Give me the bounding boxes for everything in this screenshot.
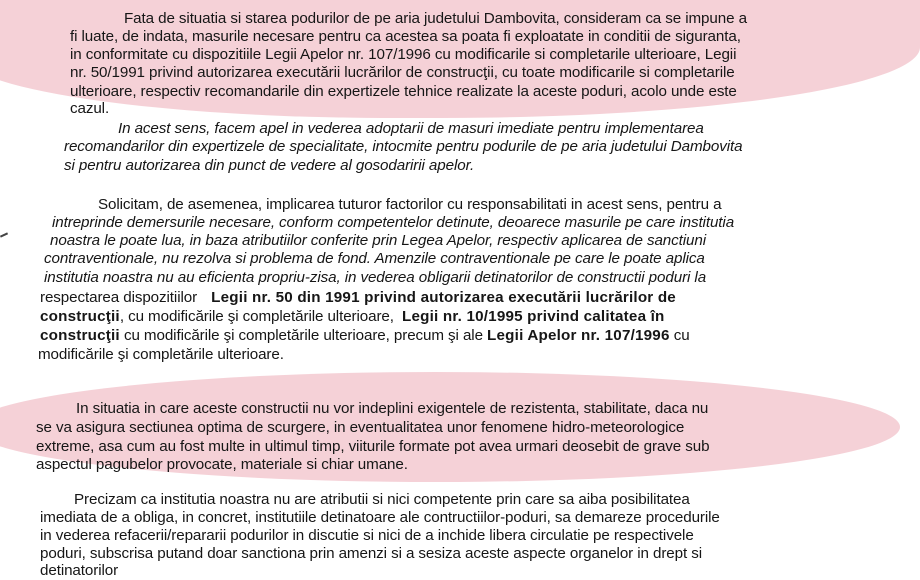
paragraph-3-line-3: noastra le poate lua, in baza atributiilor conferite prin Legea Apelor, respectiv aplicarea de sanctiuni bbox=[50, 232, 707, 249]
text-fragment: , cu modificările şi completările ulterioare, bbox=[119, 308, 394, 325]
paragraph-4-line-2: se va asigura sectiunea optima de scurgere, in eventualitatea unor fenomene hidro-meteorologice bbox=[36, 419, 685, 436]
law-reference-bold: construcţii bbox=[40, 327, 120, 344]
text-fragment: cu bbox=[673, 327, 690, 344]
paragraph-5-line-3: in vederea refacerii/repararii podurilor in discutie si nici de a inchide libera circulatie pe respectivele bbox=[40, 527, 694, 544]
paragraph-1-line-2: fi luate, de indata, masurile necesare pentru ca acestea sa poata fi exploatate in conditii de siguranta, bbox=[70, 28, 741, 45]
paragraph-3-line-2: intreprinde demersurile necesare, conform competentelor detinute, deoarece masurile pe care institutia bbox=[52, 214, 735, 231]
paragraph-4-line-4: aspectul pagubelor provocate, materiale si chiar umane. bbox=[36, 456, 408, 473]
paragraph-3-line-1: Solicitam, de asemenea, implicarea tuturor factorilor cu responsabilitati in acest sens, pentru a bbox=[98, 196, 722, 213]
law-reference-bold: Legii Apelor nr. 107/1996 bbox=[487, 327, 670, 344]
paragraph-3-line-4: contraventionale, nu rezolva si problema de fond. Amenzile contraventionale pe care le poate aplica bbox=[44, 250, 705, 267]
law-reference-bold: Legii nr. 10/1995 privind calitatea în bbox=[402, 308, 665, 325]
paragraph-1-line-4: nr. 50/1991 privind autorizarea executării lucrărilor de construcţii, cu toate modificarile si completarile bbox=[70, 64, 735, 81]
paragraph-2-line-3: si pentru autorizarea din punct de vedere al gosodaririi apelor. bbox=[64, 157, 475, 174]
paragraph-4-line-3: extreme, asa cum au fost multe in ultimul timp, viiturile formate pot avea urmari deosebit de grave sub bbox=[36, 438, 710, 455]
paragraph-5-line-4: poduri, subscrisa putand doar sanctiona prin amenzi si a sesiza aceste aspecte organelor in drept si bbox=[40, 545, 703, 562]
law-reference-bold: construcţii bbox=[40, 308, 120, 325]
paragraph-3-line-9: modificările şi completările ulterioare. bbox=[38, 346, 284, 363]
paragraph-3-line-8 bbox=[40, 327, 690, 345]
text-fragment: respectarea dispozitiilor bbox=[40, 289, 198, 306]
paragraph-4-line-1: In situatia in care aceste constructii nu vor indeplini exigentele de rezistenta, stabilitate, daca nu bbox=[76, 400, 709, 417]
paragraph-3-line-5: institutia noastra nu au eficienta propriu-zisa, in vederea obligarii detinatorilor de constructii poduri la bbox=[44, 269, 707, 286]
paragraph-2-line-1: In acest sens, facem apel in vederea adoptarii de masuri imediate pentru implementarea bbox=[118, 120, 704, 137]
paragraph-2-line-2: recomandarilor din expertizele de specialitate, intocmite pentru podurile de pe aria judetului Dambovita bbox=[64, 138, 743, 155]
paragraph-5-line-1: Precizam ca institutia noastra nu are atributii si nici competente prin care sa aiba posibilitatea bbox=[74, 491, 690, 508]
law-reference-bold: Legii nr. 50 din 1991 privind autorizarea executării lucrărilor de bbox=[211, 289, 676, 306]
text-fragment: cu modificările şi completările ulterioare, precum şi ale bbox=[123, 327, 483, 344]
paragraph-5-line-5: detinatorilor bbox=[40, 562, 119, 579]
paragraph-3-line-7 bbox=[40, 308, 665, 326]
paragraph-1-line-5: ulterioare, respectiv recomandarile din expertizele tehnice realizate la aceste poduri, acolo unde este bbox=[70, 83, 737, 100]
paragraph-5-line-2: imediata de a obliga, in concret, institutiile detinatoare ale contructiilor-poduri, sa demareze procedurile bbox=[40, 509, 720, 526]
paragraph-1-line-3: in conformitate cu dispozitiile Legii Apelor nr. 107/1996 cu modificarile si completarile ulterioare, Legii bbox=[70, 46, 737, 63]
paragraph-1-line-1: Fata de situatia si starea podurilor de pe aria judetului Dambovita, consideram ca se impune a bbox=[124, 10, 747, 27]
margin-mark bbox=[0, 232, 8, 237]
paragraph-3-line-6 bbox=[40, 289, 676, 307]
paragraph-1-line-6: cazul. bbox=[70, 100, 110, 117]
